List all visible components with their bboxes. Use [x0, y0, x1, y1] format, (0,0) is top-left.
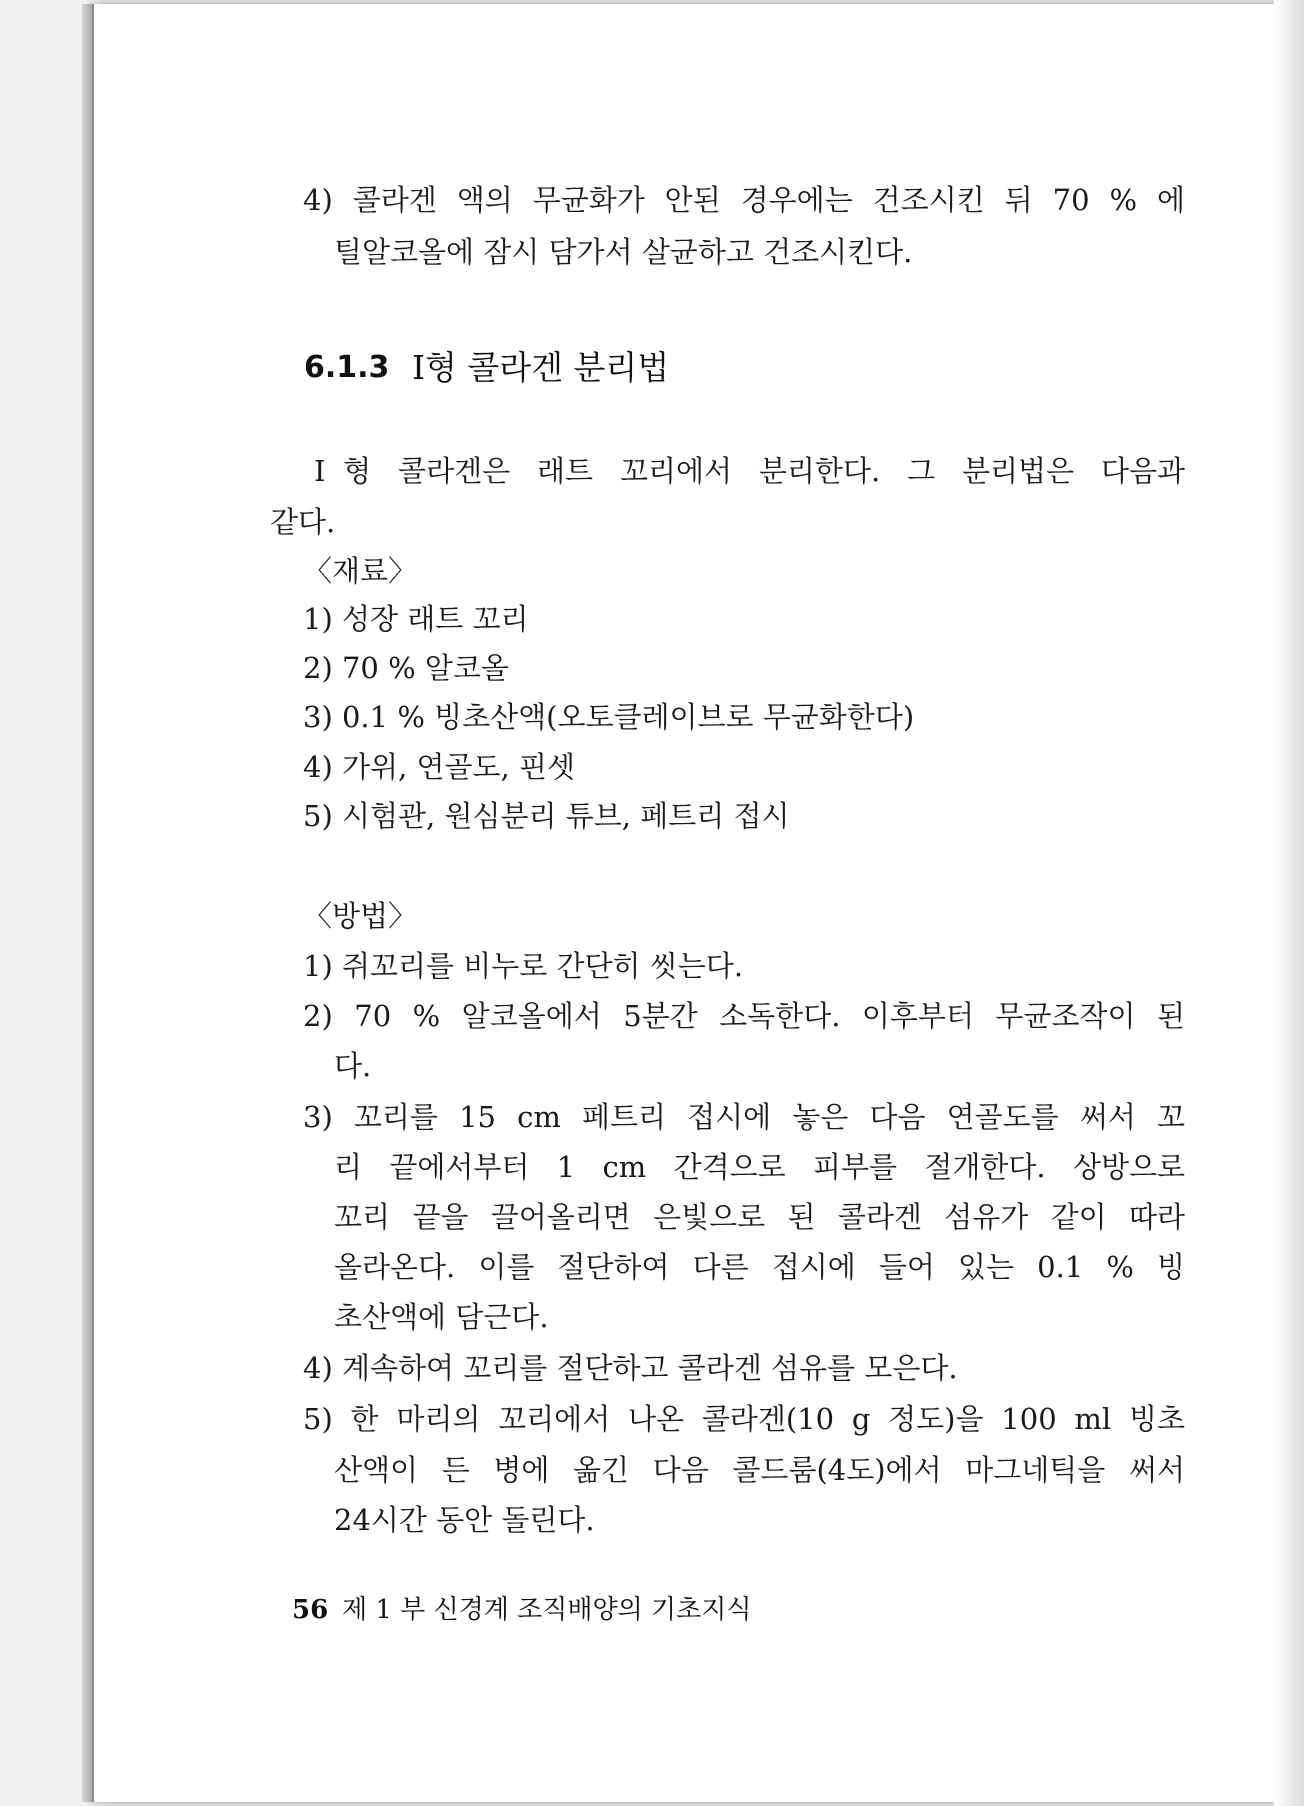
material-item-1: 1) 성장 래트 꼬리 — [303, 602, 529, 636]
method-step-2-line2: 다. — [334, 1049, 372, 1083]
section-number: 6.1.3 — [304, 350, 390, 385]
material-item-3: 3) 0.1 % 빙초산액(오토클레이브로 무균화한다) — [303, 700, 915, 734]
material-item-4: 4) 가위, 연골도, 핀셋 — [303, 750, 575, 784]
section-title: Ⅰ형 콜라겐 분리법 — [412, 348, 670, 387]
method-step-1: 1) 쥐꼬리를 비누로 간단히 씻는다. — [303, 949, 744, 983]
method-step-3-line2: 리 끝에서부터 1 cm 간격으로 피부를 절개한다. 상방으로 — [334, 1150, 1185, 1184]
method-heading: 〈방법〉 — [303, 899, 418, 933]
method-step-2-line1: 2) 70 % 알코올에서 5분간 소독한다. 이후부터 무균조작이 된 — [303, 999, 1185, 1033]
method-step-3-line1: 3) 꼬리를 15 cm 페트리 접시에 놓은 다음 연골도를 써서 꼬 — [303, 1100, 1185, 1134]
para4-line2: 틸알코올에 잠시 담가서 살균하고 건조시킨다. — [334, 235, 913, 269]
method-step-5-line3: 24시간 동안 돌린다. — [334, 1503, 595, 1537]
material-item-5: 5) 시험관, 원심분리 튜브, 페트리 접시 — [303, 799, 790, 833]
method-step-5-line1: 5) 한 마리의 꼬리에서 나온 콜라겐(10 g 정도)을 100 ml 빙초 — [303, 1402, 1185, 1436]
intro-line1: Ⅰ형 콜라겐은 래트 꼬리에서 분리한다. 그 분리법은 다음과 — [314, 454, 1185, 488]
method-step-4: 4) 계속하여 꼬리를 절단하고 콜라겐 섬유를 모은다. — [303, 1351, 958, 1385]
method-step-3-line4: 올라온다. 이를 절단하여 다른 접시에 들어 있는 0.1 % 빙 — [334, 1250, 1185, 1284]
para4-line1: 4) 콜라겐 액의 무균화가 안된 경우에는 건조시킨 뒤 70 % 에 — [303, 183, 1185, 217]
material-item-2: 2) 70 % 알코올 — [303, 651, 509, 685]
page-edge-shadow — [1274, 0, 1304, 1806]
method-step-3-line5: 초산액에 담근다. — [334, 1300, 549, 1334]
method-step-3-line3: 꼬리 끝을 끌어올리면 은빛으로 된 콜라겐 섬유가 같이 따라 — [334, 1200, 1185, 1234]
footer-page-number: 56 — [292, 1595, 329, 1625]
footer-running-title: 제 1 부 신경계 조직배양의 기초지식 — [342, 1595, 752, 1625]
method-step-5-line2: 산액이 든 병에 옮긴 다음 콜드룸(4도)에서 마그네틱을 써서 — [334, 1453, 1185, 1487]
intro-line2: 같다. — [270, 505, 336, 539]
materials-heading: 〈재료〉 — [303, 554, 418, 588]
book-page — [92, 4, 1282, 1802]
